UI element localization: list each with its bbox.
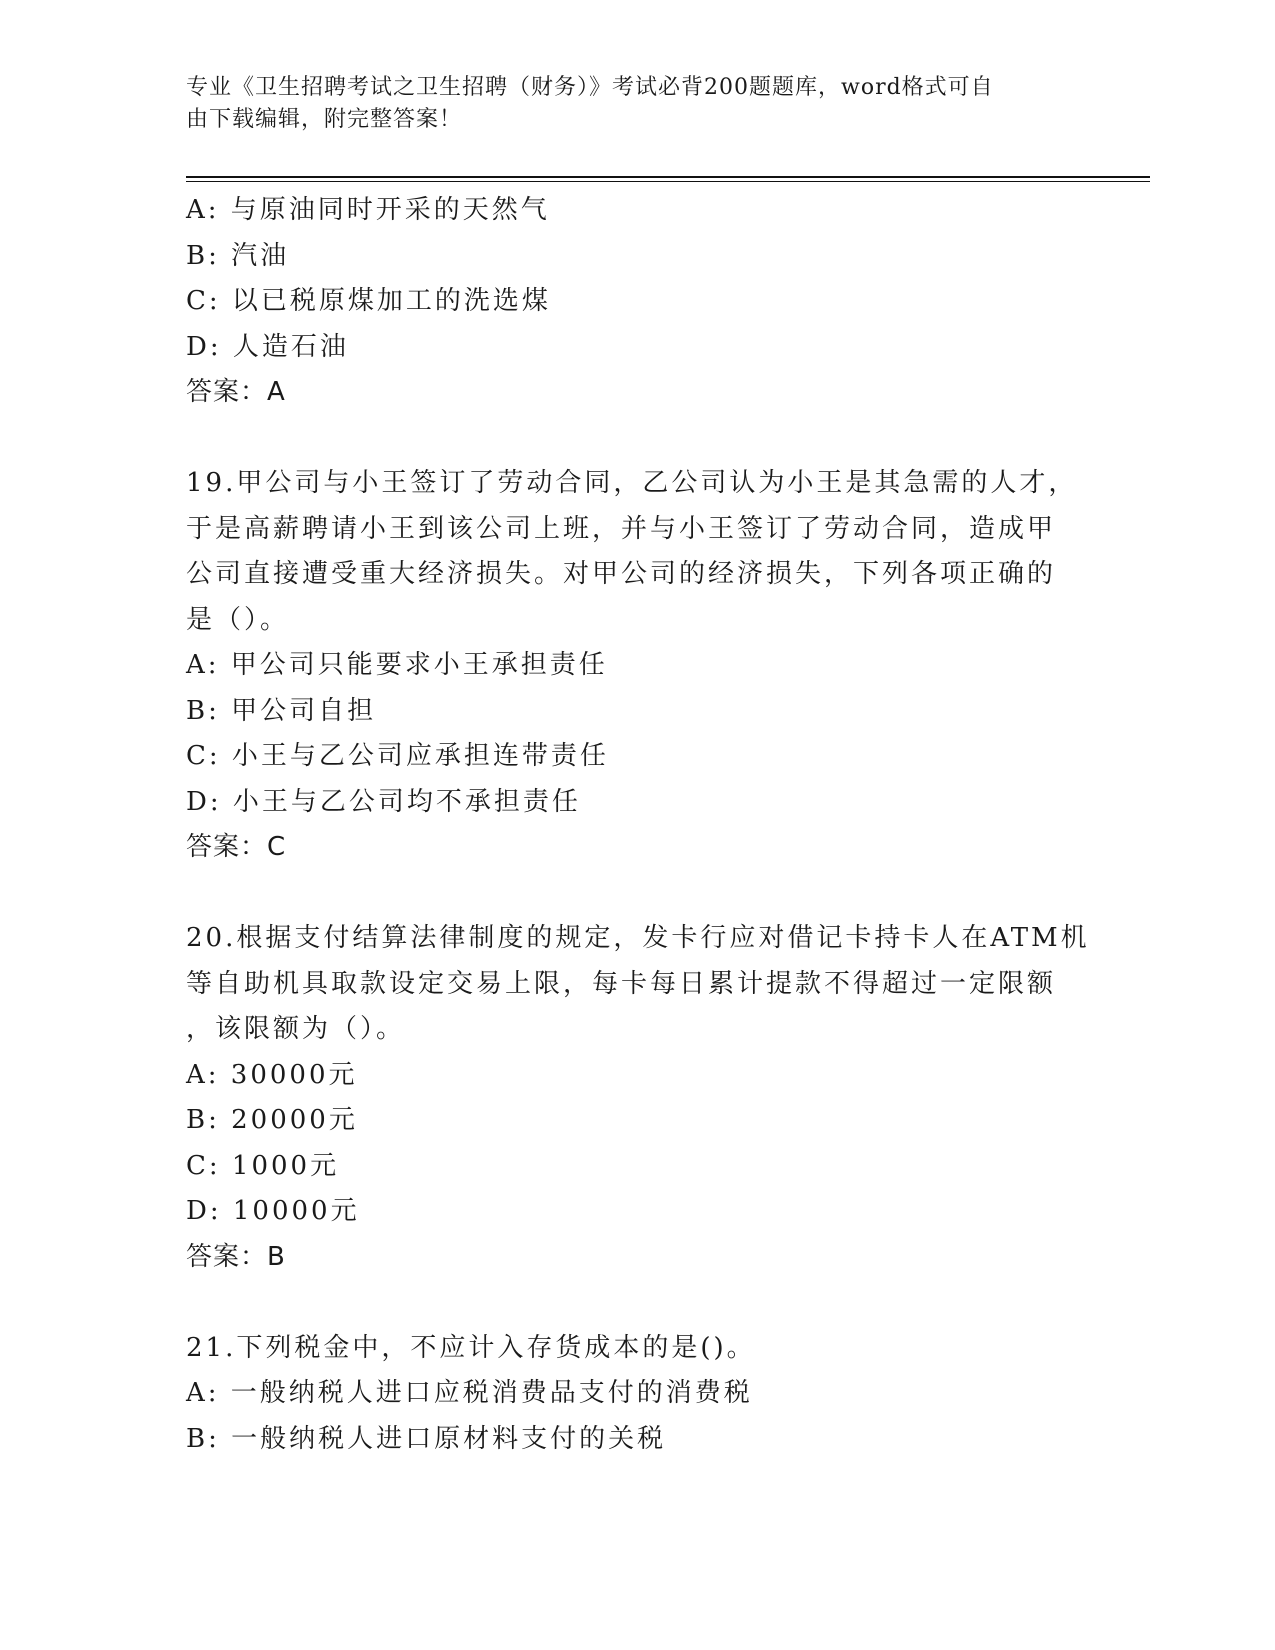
question-21: [186, 1326, 1086, 1463]
stem-line: 是（）。: [186, 604, 290, 635]
answer-label: 答案：A: [186, 377, 286, 407]
option-b: B: 甲公司自担: [186, 695, 377, 726]
question-stem: [186, 916, 1090, 1053]
option-a: A: 与原油同时开采的天然气: [186, 195, 550, 225]
header-divider-thin: [186, 181, 1150, 182]
header-divider: [186, 176, 1150, 178]
option-a: A: 一般纳税人进口应税消费品支付的消费税: [186, 1378, 753, 1408]
option-b: B: 20000元: [186, 1105, 358, 1135]
spacer: [186, 871, 1086, 917]
option-a: A: 甲公司只能要求小王承担责任: [186, 650, 608, 680]
stem-line: 等自助机具取款设定交易上限，每卡每日累计提款不得超过一定限额: [186, 968, 1057, 999]
stem-line: 20.根据支付结算法律制度的规定，发卡行应对借记卡持卡人在ATM机: [186, 923, 1090, 953]
stem-line: 21.下列税金中，不应计入存货成本的是()。: [186, 1332, 756, 1363]
answer-label: 答案：C: [186, 832, 287, 862]
stem-line: 公司直接遭受重大经济损失。对甲公司的经济损失，下列各项正确的: [186, 559, 1057, 589]
option-b: B: 汽油: [186, 240, 290, 271]
question-18: [186, 188, 1086, 416]
question-20: [186, 916, 1090, 1280]
spacer: [186, 416, 1086, 462]
option-d: D: 人造石油: [186, 331, 349, 362]
option-b: B: 一般纳税人进口原材料支付的关税: [186, 1423, 667, 1454]
header-line-2: 由下载编辑，附完整答案！: [186, 107, 463, 132]
answer-label: 答案：B: [186, 1241, 286, 1272]
spacer: [186, 1280, 1086, 1326]
document-header: [186, 72, 1066, 136]
stem-line: 19.甲公司与小王签订了劳动合同，乙公司认为小王是其急需的人才，: [186, 468, 1078, 498]
stem-line: ，该限额为（）。: [186, 1014, 406, 1044]
option-d: D: 10000元: [186, 1196, 360, 1226]
option-c: C: 1000元: [186, 1150, 340, 1181]
question-stem: [186, 461, 1086, 643]
stem-line: 于是高薪聘请小王到该公司上班，并与小王签订了劳动合同，造成甲: [186, 513, 1057, 544]
question-list: [186, 188, 1090, 1462]
question-stem: [186, 1326, 1086, 1372]
option-c: C: 以已税原煤加工的洗选煤: [186, 286, 551, 316]
option-c: C: 小王与乙公司应承担连带责任: [186, 741, 609, 771]
question-19: [186, 461, 1086, 871]
header-line-1: 专业《卫生招聘考试之卫生招聘（财务）》考试必背200题题库，word格式可自: [186, 75, 994, 100]
option-a: A: 30000元: [186, 1059, 358, 1090]
option-d: D: 小王与乙公司均不承担责任: [186, 786, 581, 817]
